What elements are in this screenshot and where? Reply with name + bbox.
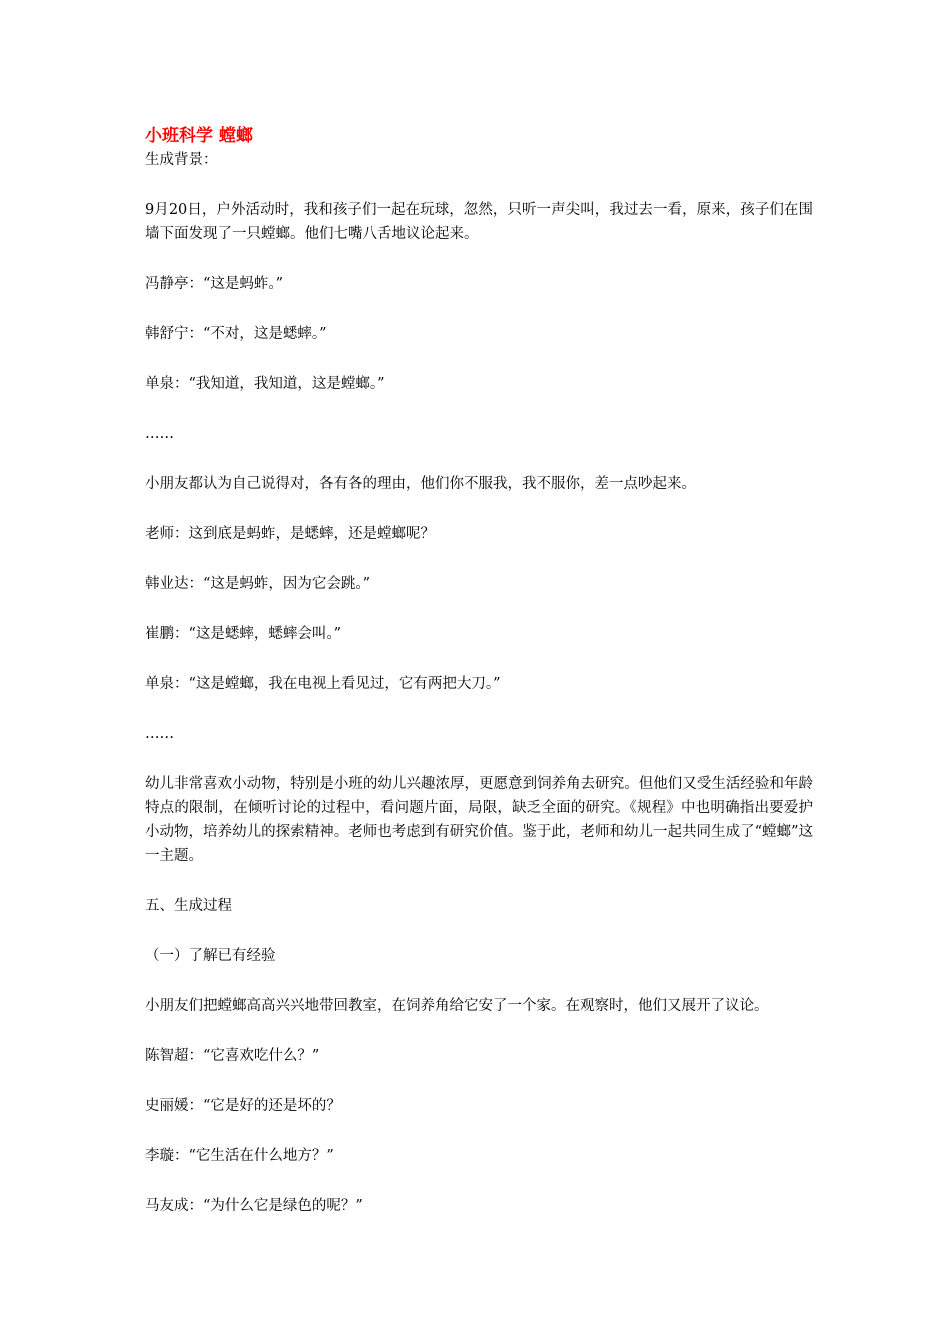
document-title: 小班科学 螳螂	[145, 126, 253, 146]
dialogue-line: 韩业达：“这是蚂蚱，因为它会跳。”	[145, 576, 371, 592]
paragraph-rationale: 幼儿非常喜欢小动物，特别是小班的幼儿兴趣浓厚，更愿意到饲养角去研究。但他们又受生活经验和年龄特点的限制，在倾听讨论的过程中，看问题片面，局限，缺乏全面的研究。《规程》中也明确指出要爱护小动物，培养幼儿的探索精神。老师也考虑到有研究价值。鉴于此，老师和幼儿一起共同生成了“螳螂”这一主题。	[145, 776, 813, 864]
section-heading: 五、生成过程	[145, 898, 232, 914]
dialogue-line: 单泉：“这是螳螂，我在电视上看见过，它有两把大刀。”	[145, 676, 501, 692]
document-body	[145, 124, 813, 1218]
ellipsis-line: ……	[145, 426, 174, 442]
paragraph-intro: 9月20日，户外活动时，我和孩子们一起在玩球，忽然，只听一声尖叫，我过去一看，原来，孩子们在围墙下面发现了一只螳螂。他们七嘴八舌地议论起来。	[145, 202, 813, 242]
dialogue-line: 冯静亭：“这是蚂蚱。”	[145, 276, 284, 292]
paragraph-argument: 小朋友都认为自己说得对，各有各的理由，他们你不服我，我不服你，差一点吵起来。	[145, 476, 696, 492]
dialogue-line: 李璇：“它生活在什么地方？”	[145, 1148, 334, 1164]
dialogue-line: 韩舒宁：“不对，这是蟋蟀。”	[145, 326, 327, 342]
dialogue-line: 老师：这到底是蚂蚱，是蟋蟀，还是螳螂呢？	[145, 526, 435, 542]
paragraph-observation: 小朋友们把螳螂高高兴兴地带回教室，在饲养角给它安了一个家。在观察时，他们又展开了议论。	[145, 998, 769, 1014]
dialogue-line: 史丽媛：“它是好的还是坏的？	[145, 1098, 341, 1114]
dialogue-line: 马友成：“为什么它是绿色的呢？”	[145, 1198, 363, 1214]
dialogue-line: 单泉：“我知道，我知道，这是螳螂。”	[145, 376, 385, 392]
dialogue-line: 崔鹏：“这是蟋蟀，蟋蟀会叫。”	[145, 626, 342, 642]
subsection-heading: （一）了解已有经验	[145, 948, 276, 964]
ellipsis-line: ……	[145, 726, 174, 742]
background-label: 生成背景：	[145, 152, 218, 168]
dialogue-line: 陈智超：“它喜欢吃什么？”	[145, 1048, 320, 1064]
